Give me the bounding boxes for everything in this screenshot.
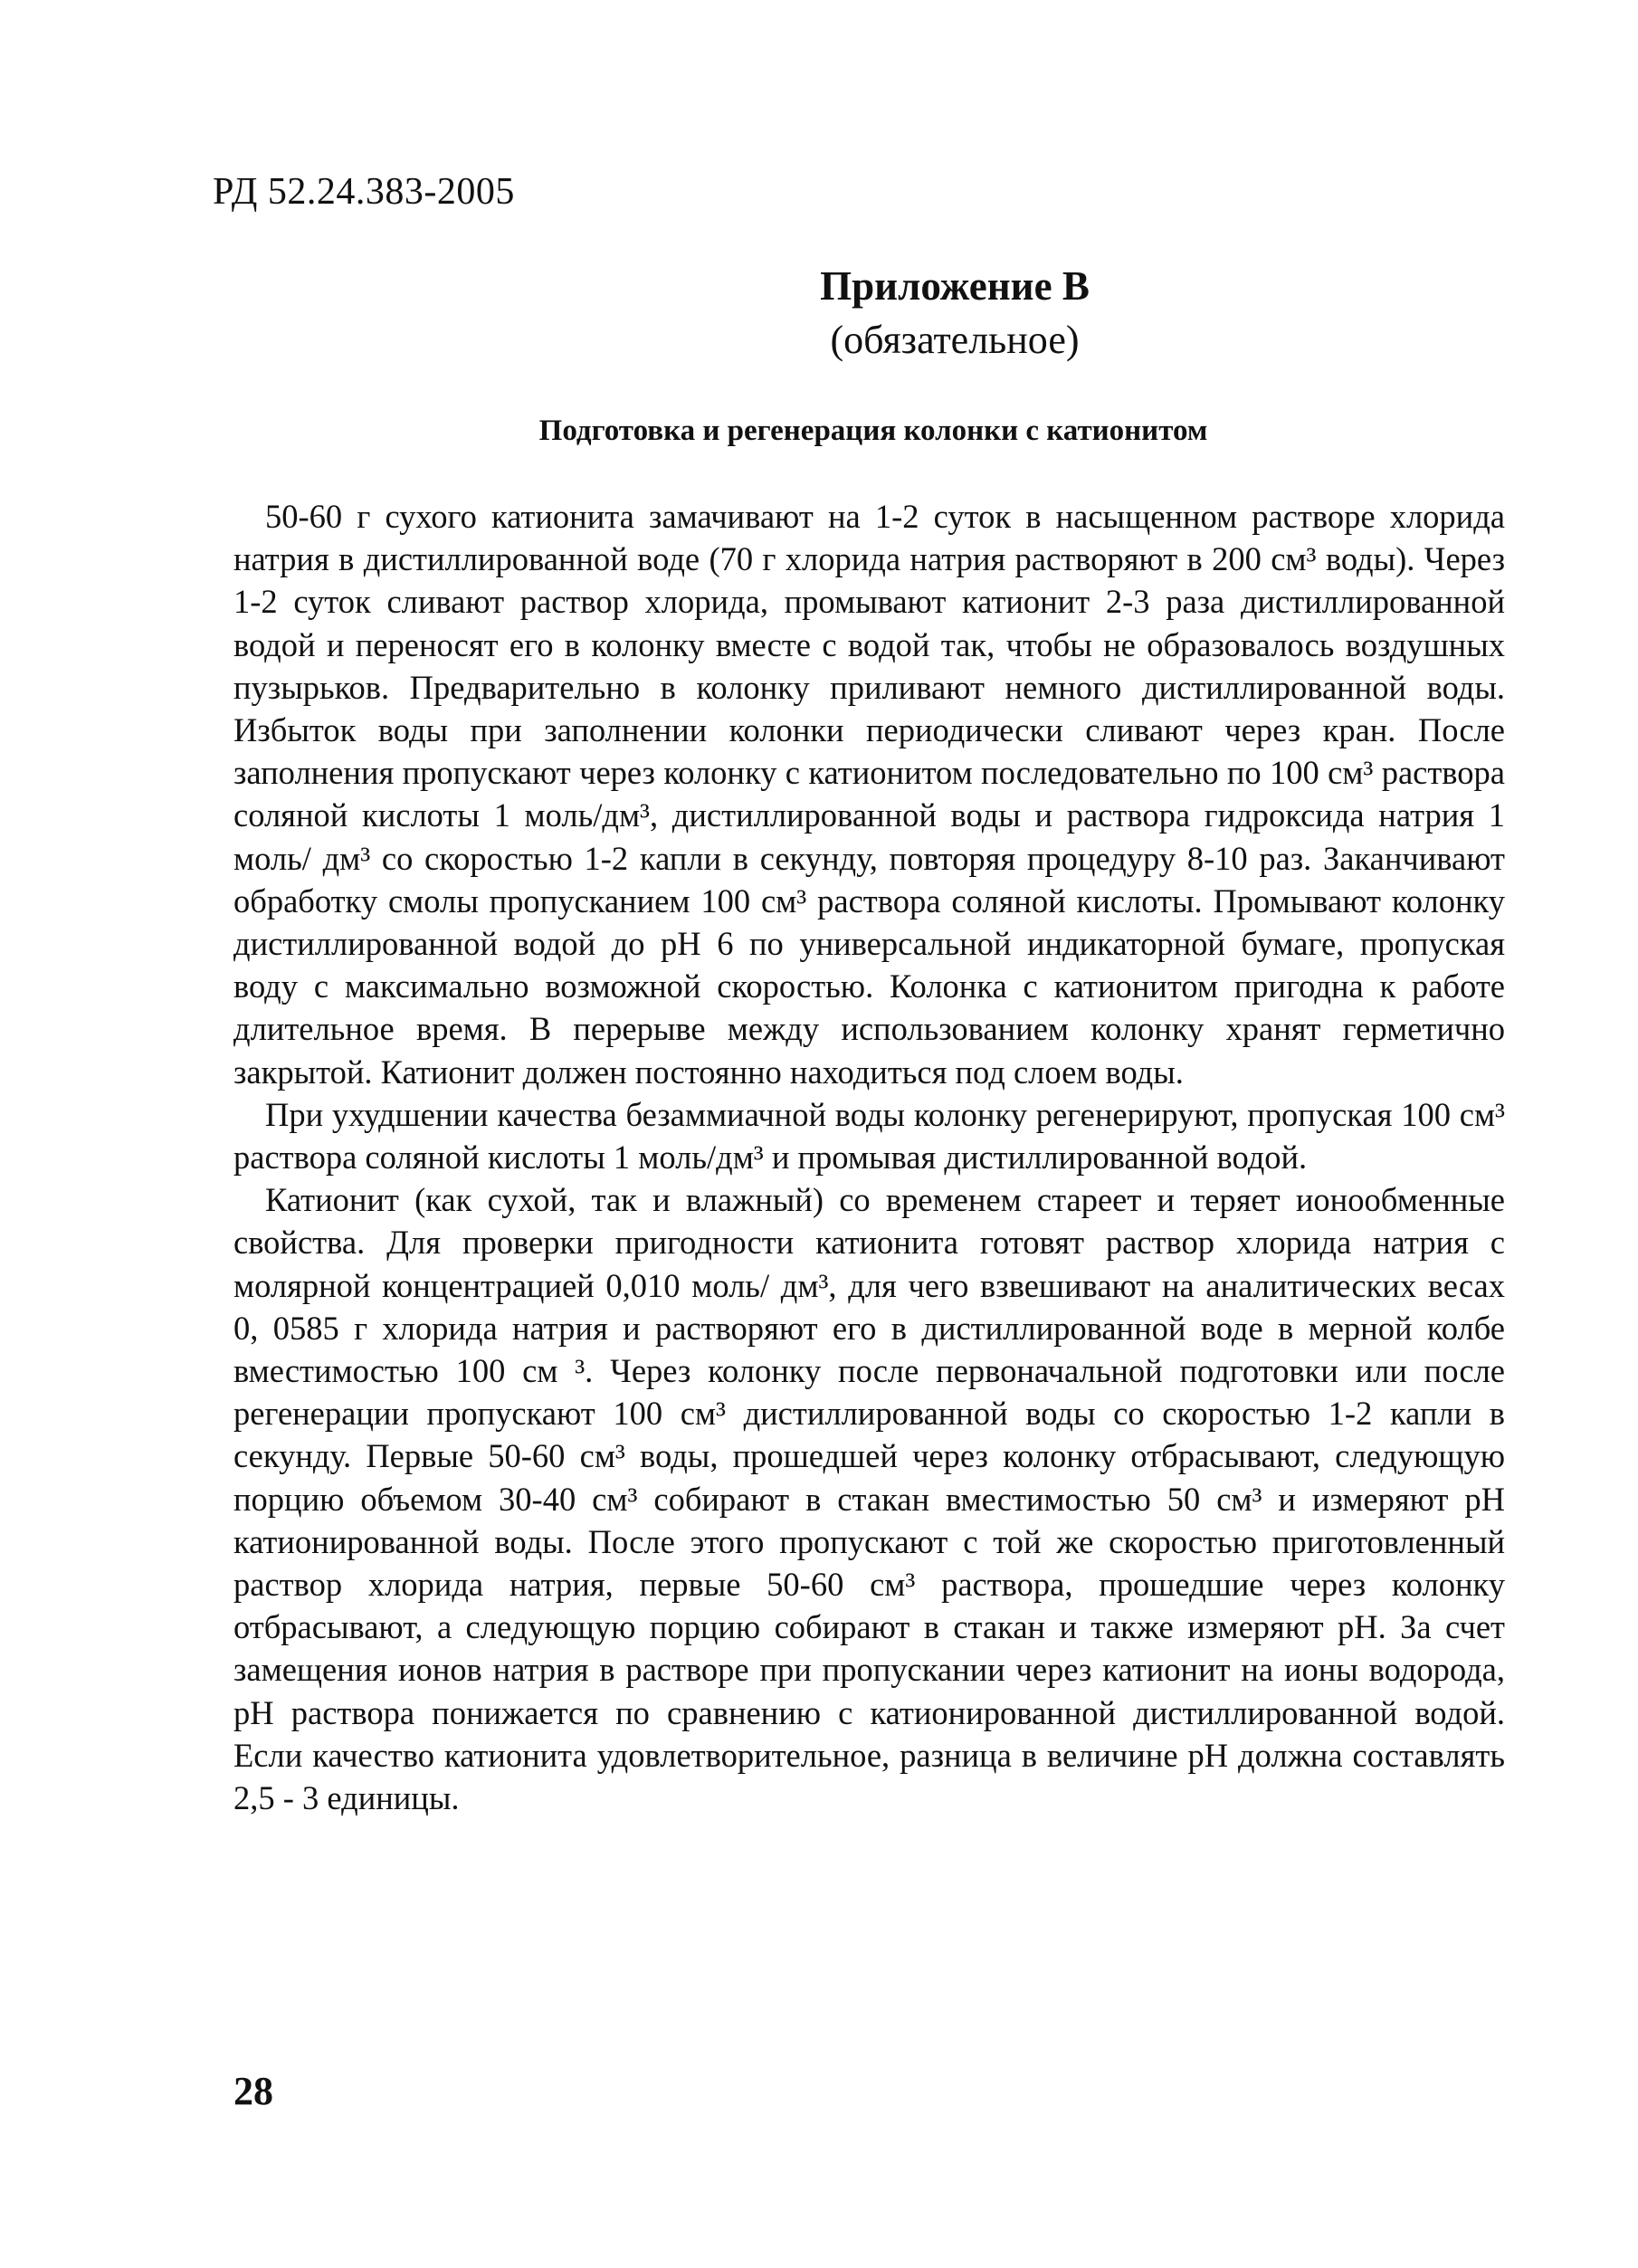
appendix-subtitle: (обязательное): [830, 318, 1080, 362]
document-code: РД 52.24.383-2005: [213, 171, 515, 213]
paragraph-preparation: 50-60 г сухого катионита замачивают на 1-2 суток в насыщенном растворе хлорида натрия в дистиллированной воде (70 г хлорида натрия растворяют в 200 см³ воды). Через 1-2 суток сливают раствор хлорида, промывают катионит 2-3 раза дистиллированной водой и переносят его в колонку вместе с водой так, чтобы не образовалось воздушных пузырьков. Предварительно в колонку приливают немного дистиллированной воды. Избыток воды при заполнении колонки периодически сливают через кран. После заполнения пропускают через колонку с катионитом последовательно по 100 см³ раствора соляной кислоты 1 моль/дм³, дистиллированной воды и раствора гидроксида натрия 1 моль/ дм³ со скоростью 1-2 капли в секунду, повторяя процедуру 8-10 раз. Заканчивают обработку смолы пропусканием 100 см³ раствора соляной кислоты. Промывают колонку дистиллированной водой до pH 6 по универсальной индикаторной бумаге, пропуская воду с максимально возможной скоростью. Колонка с катионитом пригодна к работе длительное время. В перерыве между использованием колонку хранят герметично закрытой. Катионит должен постоянно находиться под слоем воды.: [233, 498, 1505, 1091]
section-title: Подготовка и регенерация колонки с катионитом: [538, 415, 1208, 447]
paragraph-regeneration: При ухудшении качества безаммиачной воды колонку регенерируют, пропуская 100 см³ раствора соляной кислоты 1 моль/дм³ и промывая дистиллированной водой.: [233, 1095, 1505, 1177]
appendix-title: Приложение В: [820, 263, 1090, 309]
paragraph-suitability-check: Катионит (как сухой, так и влажный) со временем стареет и теряет ионообменные свойства. Для проверки пригодности катионита готовят раствор хлорида натрия с молярной концентрацией 0,010 моль/ дм³, для чего взвешивают на аналитических весах 0, 0585 г хлорида натрия и растворяют его в дистиллированной воде в мерной колбе вместимостью 100 см ³. Через колонку после первоначальной подготовки или после регенерации пропускают 100 см³ дистиллированной воды со скоростью 1-2 капли в секунду. Первые 50-60 см³ воды, прошедшей через колонку отбрасывают, следующую порцию объемом 30-40 см³ собирают в стакан вместимостью 50 см³ и измеряют pH катионированной воды. После этого пропускают с той же скоростью приготовленный раствор хлорида натрия, первые 50-60 см³ раствора, прошедшие через колонку отбрасывают, а следующую порцию собирают в стакан и также измеряют pH. За счет замещения ионов натрия в растворе при пропускании через катионит на ионы водорода, pH раствора понижается по сравнению с катионированной дистиллированной водой. Если качество катионита удовлетворительное, разница в величине pH должна составлять 2,5 - 3 единицы.: [233, 1181, 1505, 1817]
page-number: 28: [233, 2069, 273, 2113]
body-text: [233, 495, 1505, 1819]
